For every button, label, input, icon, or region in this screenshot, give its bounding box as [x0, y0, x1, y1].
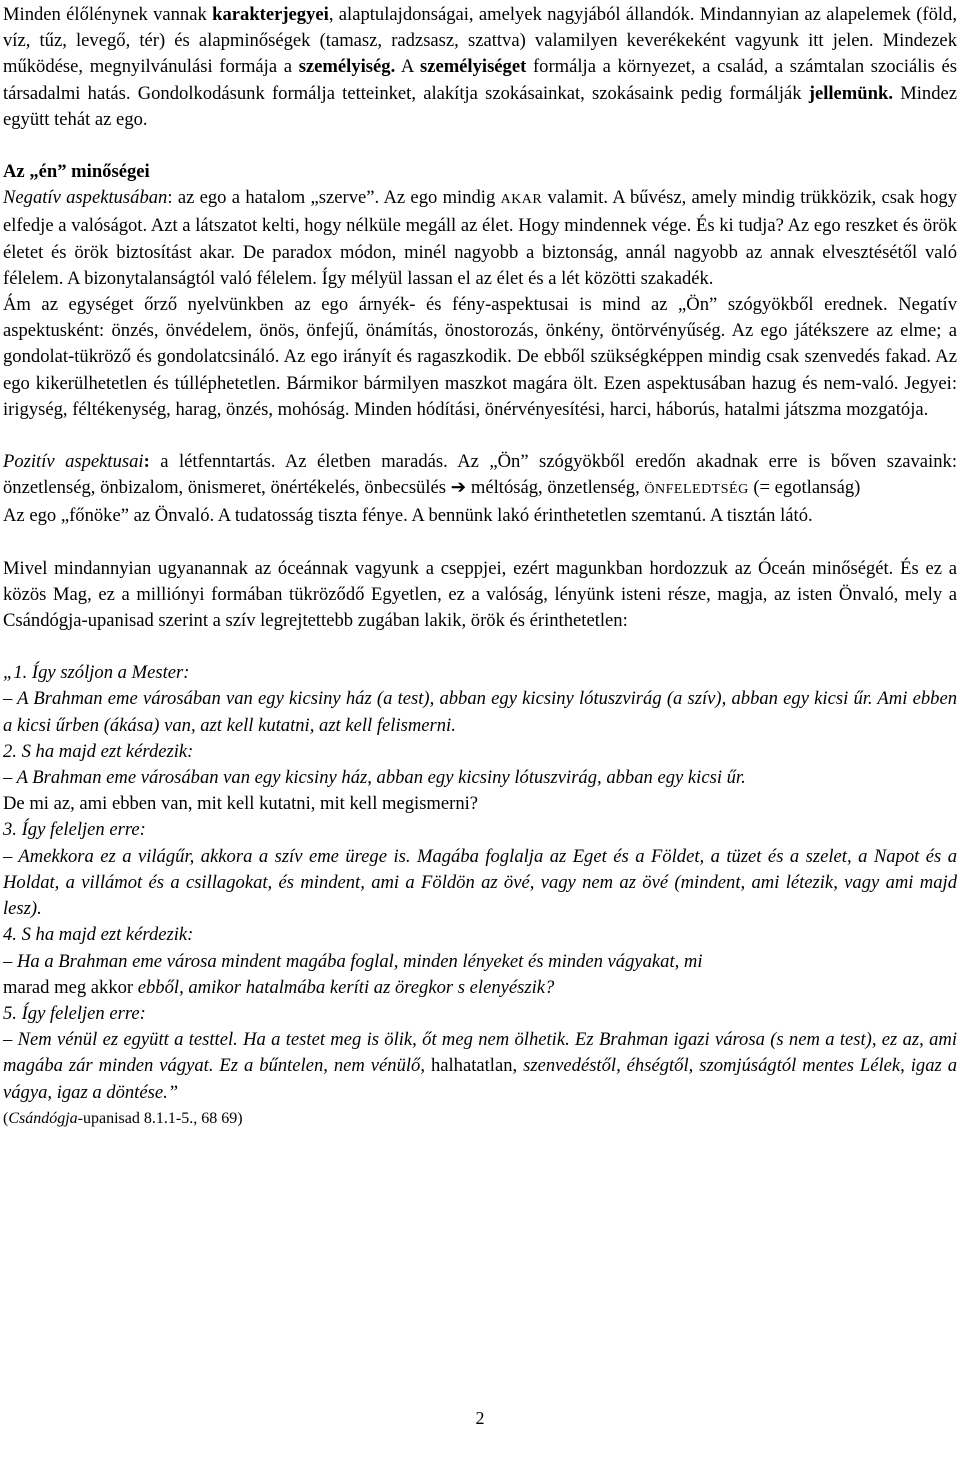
- intro-text: formálja a környezet, a család, a számtalan szociális és társadalmi hatás. Gondolkodásunk formálja tetteinket, alakítja szokásainkat, szokásaink pedig formálják: [3, 56, 957, 104]
- quote-text: – Nem vénül ez együtt a testtel. Ha a testet meg is ölik, őt meg nem ölhetik. Ez Brahman igazi városa (s nem a test), ez az, ami magába zár minden vágyat. Ez a bűntelen, nem vénülő,: [3, 1029, 957, 1077]
- quote-line: – A Brahman eme városában van egy kicsiny ház, abban egy kicsiny lótuszvirág, abban egy kicsi űr.: [3, 767, 746, 789]
- citation: [3, 1106, 957, 1132]
- quote-text: ebből, amikor hatalmába keríti az öregkor s elenyészik?: [133, 976, 555, 998]
- spacer: [3, 133, 957, 159]
- citation-source: Csándógja: [8, 1109, 78, 1127]
- quote-text: halhatatlan,: [430, 1055, 518, 1077]
- on-root-paragraph: Ám az egységet őrző nyelvünkben az ego árnyék- és fény-aspektusai is mind az „Ön” szógyökből erednek. Negatív aspektusként: önzés, önvédelem, önös, önfejű, önámítás, önostorozás, önkény, öntörvényűség. Az ego játékszere az elme; a gondolat-tükröző és gondolatcsináló. Az ego irányít és ragaszkodik. De ebből szükségképpen mindig csak szenvedés fakad. Az ego kikerülhetetlen és túlléphetetlen. Bármikor bármilyen maszkot magára ölt. Ezen aspektusában hazug és nem-való. Jegyei: irigység, féltékenység, harag, önzés, mohóság. Minden hódítási, önérvényesítési, harci, háborús, hatalmi játszma mozgatója.: [3, 294, 957, 420]
- page-number: 2: [475, 1408, 485, 1428]
- arrow-icon: ➔: [450, 477, 467, 499]
- spacer: [3, 634, 957, 660]
- quote-line: „1. Így szóljon a Mester:: [3, 662, 190, 684]
- section-heading: Az „én” minőségei: [3, 161, 150, 183]
- intro-text: A: [395, 56, 420, 78]
- positive-text: méltóság, önzetlenség,: [466, 477, 645, 499]
- quote-line: 3. Így feleljen erre:: [3, 819, 146, 841]
- quote-text: szenvedéstől, éhségtől, szomjúságtól mentes Lélek, igaz a vágya, igaz a döntése.”: [3, 1055, 957, 1103]
- intro-text: Mindez együtt tehát az ego.: [3, 82, 957, 130]
- positive-paragraph: [3, 449, 957, 503]
- positive-colon: :: [143, 451, 150, 473]
- spacer: [3, 530, 957, 556]
- quote-line: 5. Így feleljen erre:: [3, 1002, 146, 1024]
- intro-bold-szemelyiseget: személyiséget: [419, 56, 527, 78]
- quote-line: 2. S ha majd ezt kérdezik:: [3, 740, 194, 762]
- quote-line: [3, 1027, 957, 1106]
- negative-paragraph: [3, 185, 957, 292]
- upanishad-quote: [3, 660, 957, 1132]
- spacer: [3, 423, 957, 449]
- quote-line: 4. S ha majd ezt kérdezik:: [3, 924, 194, 946]
- positive-text: (= egotlanság): [748, 477, 861, 499]
- intro-text: , alaptulajdonságai, amelyek nagyjából állandók. Mindannyian az alapelemek (föld, víz, tűz, levegő, tér) és alapminőségek (tamasz, radzsasz, szattva) valamilyen keverékeként vagyunk itt jelen. Mindezek működése, megnyilvánulási formája a: [3, 4, 957, 78]
- positive-label: Pozitív aspektusai: [3, 451, 144, 473]
- negative-text: valamit. A bűvész, amely mindig trükközik, csak hogy elfedje a valóságot. Azt a látszatot kelti, hogy nélküle megáll az élet. Hogy mindennek vége. És ki tudja? Az ego reszket és örök életet és örök biztosítást akar. De paradox módon, minél nagyobb a biztonság, annál nagyobb az annak elvesztésétől való félelem. A bizonytalanságtól való félelem. Így mélyül lassan el az élet és a lét közötti szakadék.: [3, 187, 957, 289]
- akar-word: AKAR: [500, 192, 543, 208]
- ocean-paragraph: Mivel mindannyian ugyanannak az óceánnak vagyunk a cseppjei, ezért magunkban hordozzuk az Óceán minőségét. És ez a közös Mag, ez a milliónyi formában tükröződő Egyetlen, ez a valóság, lényünk isteni része, magja, az isten Önvaló, mely a Csándógja-upanisad szerint a szív legrejtettebb zugában lakik, örök és érinthetetlen:: [3, 557, 957, 632]
- quote-line: – A Brahman eme városában van egy kicsiny ház (a test), abban egy kicsiny lótuszvirág (a szív), abban egy kicsi űr. Ami ebben a kicsi űrben (ákása) van, azt kell kutatni, azt kell felismerni.: [3, 688, 957, 736]
- quote-text: – Ha a Brahman eme városa mindent magába foglal, minden lényeket és minden vágyakat, mi: [3, 950, 703, 972]
- quote-line: [3, 949, 957, 1001]
- intro-bold-karakterjegyei: karakterjegyei: [212, 4, 329, 25]
- positive-text: a létfenntartás. Az életben maradás. Az „Ön” szógyökből eredőn akadnak erre is bőven szavaink: önzetlenség, önbizalom, önismeret, önértékelés, önbecsülés: [3, 451, 957, 499]
- quote-text: marad meg akkor: [3, 976, 134, 998]
- intro-bold-szemelyiseg: személyiség.: [298, 56, 396, 78]
- negative-label: Negatív aspektusában: [3, 187, 168, 209]
- quote-line: – Amekkora ez a világűr, akkora a szív eme ürege is. Magába foglalja az Eget és a Földet, a tüzet és a szelet, a Napot és a Holdat, a villámot és a csillagokat, és mindent, ami a Földön az övé, vagy nem az övé (mindent, ami létezik, vagy ami majd lesz).: [3, 845, 957, 920]
- intro-bold-jellemunk: jellemünk.: [808, 82, 893, 104]
- onvalo-paragraph: Az ego „főnöke” az Önvaló. A tudatosság tiszta fénye. A bennünk lakó érinthetetlen szemtanú. A tisztán látó.: [3, 505, 813, 527]
- intro-text: Minden élőlénynek vannak: [3, 4, 213, 25]
- onfeledtseg-word: ÖNFELEDTSÉG: [644, 482, 749, 498]
- intro-paragraph: [3, 2, 957, 133]
- citation-text: -upanisad 8.1.1-5., 68 69): [77, 1109, 243, 1127]
- quote-line: De mi az, ami ebben van, mit kell kutatni, mit kell megismerni?: [3, 793, 479, 815]
- negative-text: : az ego a hatalom „szerve”. Az ego mindig: [167, 187, 501, 209]
- citation-text: (: [3, 1109, 9, 1127]
